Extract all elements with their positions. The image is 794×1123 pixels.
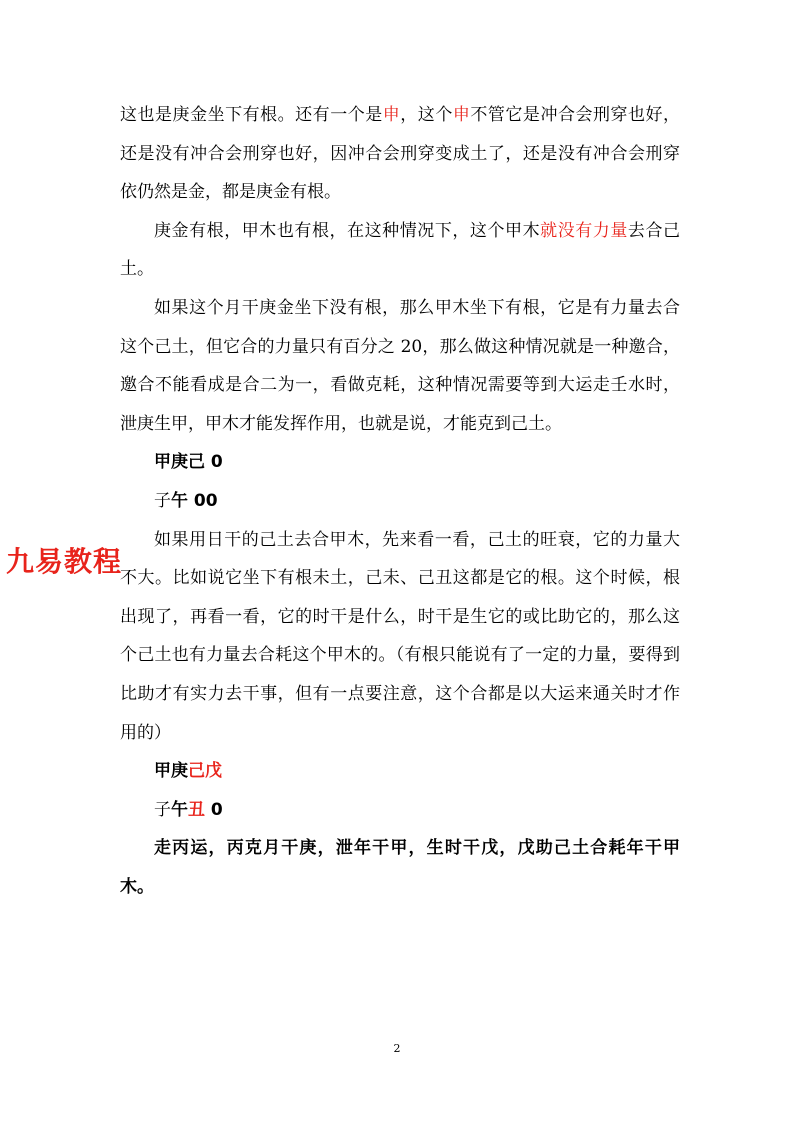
text-run: 午 00: [171, 490, 218, 511]
paragraph-4: 如果用日干的己土去合甲木，先来看一看，己土的旺衰，它的力量大不大。比如说它坐下有根未土，己未、己丑这都是它的根。这个时候，根出现了，再看一看，它的时干是什么，时干是生它的或比助它的，那么这个己土也有力量去合耗这个甲木的。（有根只能说有了一定的力量，要得到比助才有实力去干事，但有一点要注意，这个合都是以大运来通关时才作用的）: [120, 529, 680, 743]
text-run: 午: [171, 799, 188, 820]
paragraph-5: 走丙运，丙克月干庚，泄年干甲，生时干戊，戊助己土合耗年干甲木。: [120, 838, 680, 897]
page-number: 2: [393, 1042, 401, 1055]
highlighted-text: 就没有力量: [540, 220, 628, 241]
text-run: 子: [154, 799, 171, 820]
paragraph-2: [120, 212, 680, 289]
paragraph-1: [120, 96, 680, 212]
text-run: 去合己土。: [120, 220, 681, 280]
chart-1-stems: 甲庚己 0: [154, 452, 223, 473]
chart-2-branches: [120, 791, 680, 830]
highlighted-text: 己戊: [188, 761, 222, 782]
highlighted-text: 丑: [188, 799, 205, 820]
watermark-logo: 九易教程: [6, 545, 123, 578]
paragraph-3: 如果这个月干庚金坐下没有根，那么甲木坐下有根，它是有力量去合这个己土，但它合的力量只有百分之 20，那么做这种情况就是一种邀合，邀合不能看成是合二为一，看做克耗，这种情况需要等到大运走壬水时，泄庚生甲，甲木才能发挥作用，也就是说，才能克到己土。: [120, 297, 680, 434]
highlighted-text: 申: [382, 105, 401, 125]
text-run: 不管它是冲合会刑穿也好，还是没有冲合会刑穿也好，因冲合会刑穿变成土了，还是没有冲合会刑穿依仍然是金，都是庚金有根。: [120, 105, 681, 203]
text-run: 这也是庚金坐下有根。还有一个是: [120, 105, 383, 125]
text-run: 甲庚: [154, 761, 188, 782]
highlighted-text: 申: [452, 105, 471, 125]
chart-1-branches: [120, 482, 680, 521]
document-body: [120, 96, 680, 906]
text-run: 庚金有根，甲木也有根，在这种情况下，这个甲木: [154, 220, 541, 241]
text-run: 0: [205, 799, 223, 820]
text-run: ，这个: [400, 105, 453, 125]
text-run: 子: [154, 490, 171, 511]
chart-2-stems: [120, 752, 680, 791]
